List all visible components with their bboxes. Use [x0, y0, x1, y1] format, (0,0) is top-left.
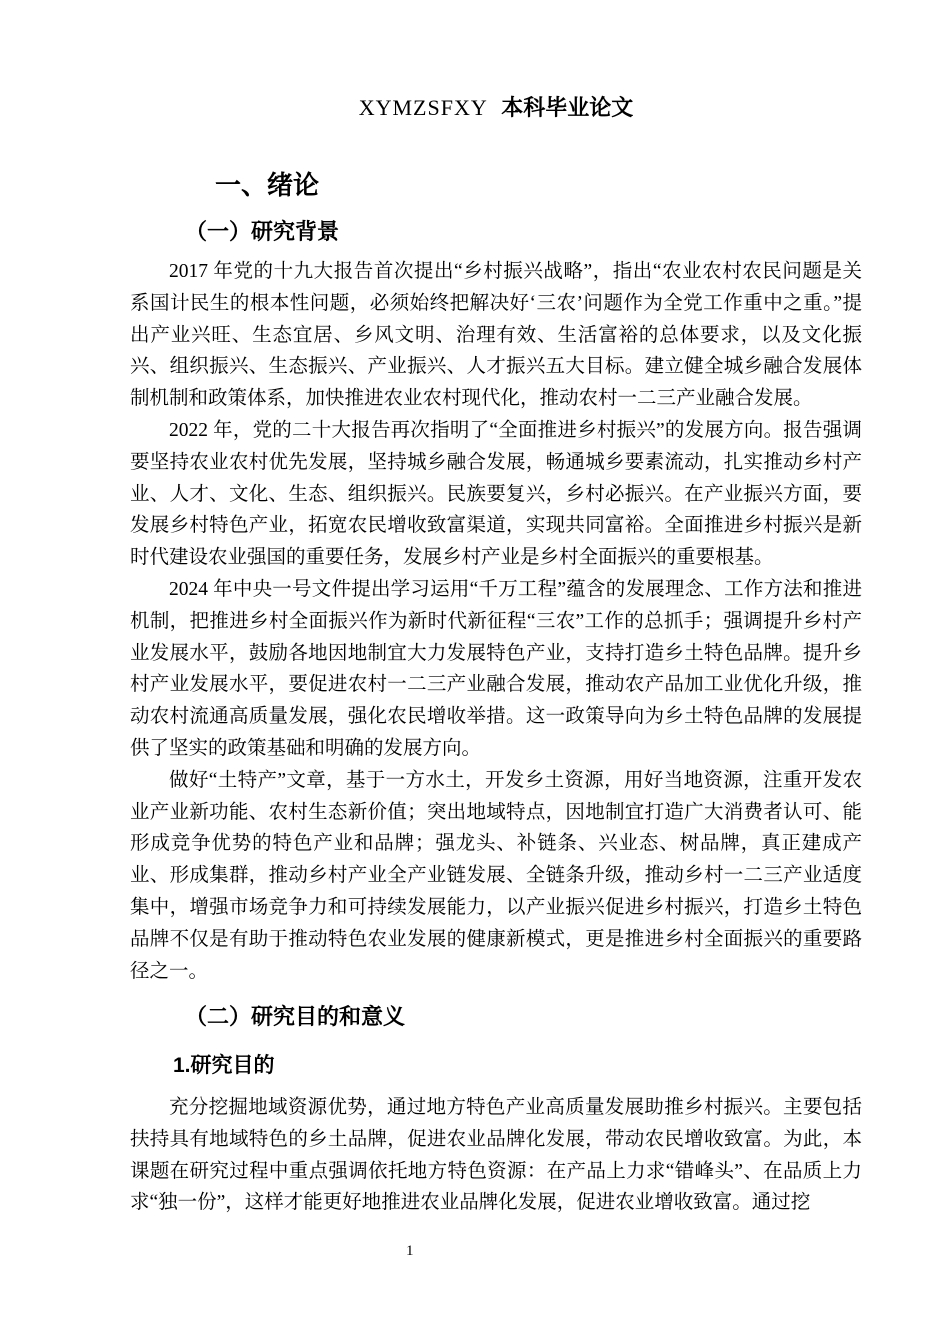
body-paragraph: 2022 年，党的二十大报告再次指明了“全面推进乡村振兴”的发展方向。报告强调要坚持农业农村优先发展，坚持城乡融合发展，畅通城乡要素流动，扎实推动乡村产业、人才、文化、生态、组织振兴。民族要复兴，乡村必振兴。在产业振兴方面，要发展乡村特色产业，拓宽农民增收致富渠道，实现共同富裕。全面推进乡村振兴是新时代建设农业强国的重要任务，发展乡村产业是乡村全面振兴的重要根基。	[130, 419, 862, 569]
body-paragraph: 2024 年中央一号文件提出学习运用“千万工程”蕴含的发展理念、工作方法和推进机制，把推进乡村全面振兴作为新时代新征程“三农”工作的总抓手；强调提升乡村产业发展水平，鼓励各地因地制宜大力发展特色产业，支持打造乡土特色品牌。提升乡村产业发展水平，要促进农村一二三产业融合发展，推动农产品加工业优化升级，推动农村流通高质量发展，强化农民增收举措。这一政策导向为乡土特色品牌的发展提供了坚实的政策基础和明确的发展方向。	[130, 578, 862, 759]
page-footer	[406, 1243, 414, 1260]
section1-paragraphs	[130, 256, 862, 987]
section-heading-purpose-and-significance: （二）研究目的和意义	[185, 1004, 406, 1029]
page-number: 1	[406, 1243, 414, 1259]
section-heading-research-background: （一）研究背景	[185, 219, 340, 244]
header-title: 本科毕业论文	[501, 95, 634, 120]
subsection-heading-research-purpose: 1.研究目的	[173, 1054, 275, 1077]
body-paragraph: 充分挖掘地域资源优势，通过地方特色产业高质量发展助推乡村振兴。主要包括扶持具有地域特色的乡土品牌，促进农业品牌化发展，带动农民增收致富。为此，本课题在研究过程中重点强调依托地方特色资源：在产品上力求“错峰头”、在品质上力求“独一份”，这样才能更好地推进农业品牌化发展，促进农业增收致富。通过挖	[130, 1097, 862, 1214]
body-paragraph: 2017 年党的十九大报告首次提出“乡村振兴战略”，指出“农业农村农民问题是关系国计民生的根本性问题，必须始终把解决好‘三农’问题作为全党工作重中之重。”提出产业兴旺、生态宜居、乡风文明、治理有效、生活富裕的总体要求，以及文化振兴、组织振兴、生态振兴、产业振兴、人才振兴五大目标。建立健全城乡融合发展体制机制和政策体系，加快推进农业农村现代化，推动农村一二三产业融合发展。	[130, 261, 862, 410]
header-school-code: XYMZSFXY	[358, 95, 488, 120]
chapter-heading: 一、绪论	[215, 170, 320, 200]
document-header	[130, 91, 862, 122]
body-paragraph: 做好“土特产”文章，基于一方水土，开发乡土资源，用好当地资源，注重开发农业产业新功能、农村生态新价值；突出地域特点，因地制宜打造广大消费者认可、能形成竞争优势的特色产业和品牌；强龙头、补链条、兴业态、树品牌，真正建成产业、形成集群，推动乡村产业全产业链发展、全链条升级，推动乡村一二三产业适度集中，增强市场竞争力和可持续发展能力，以产业振兴促进乡村振兴，打造乡土特色品牌不仅是有助于推动特色农业发展的健康新模式，更是推进乡村全面振兴的重要路径之一。	[130, 769, 862, 982]
section2-paragraphs	[130, 1092, 862, 1219]
